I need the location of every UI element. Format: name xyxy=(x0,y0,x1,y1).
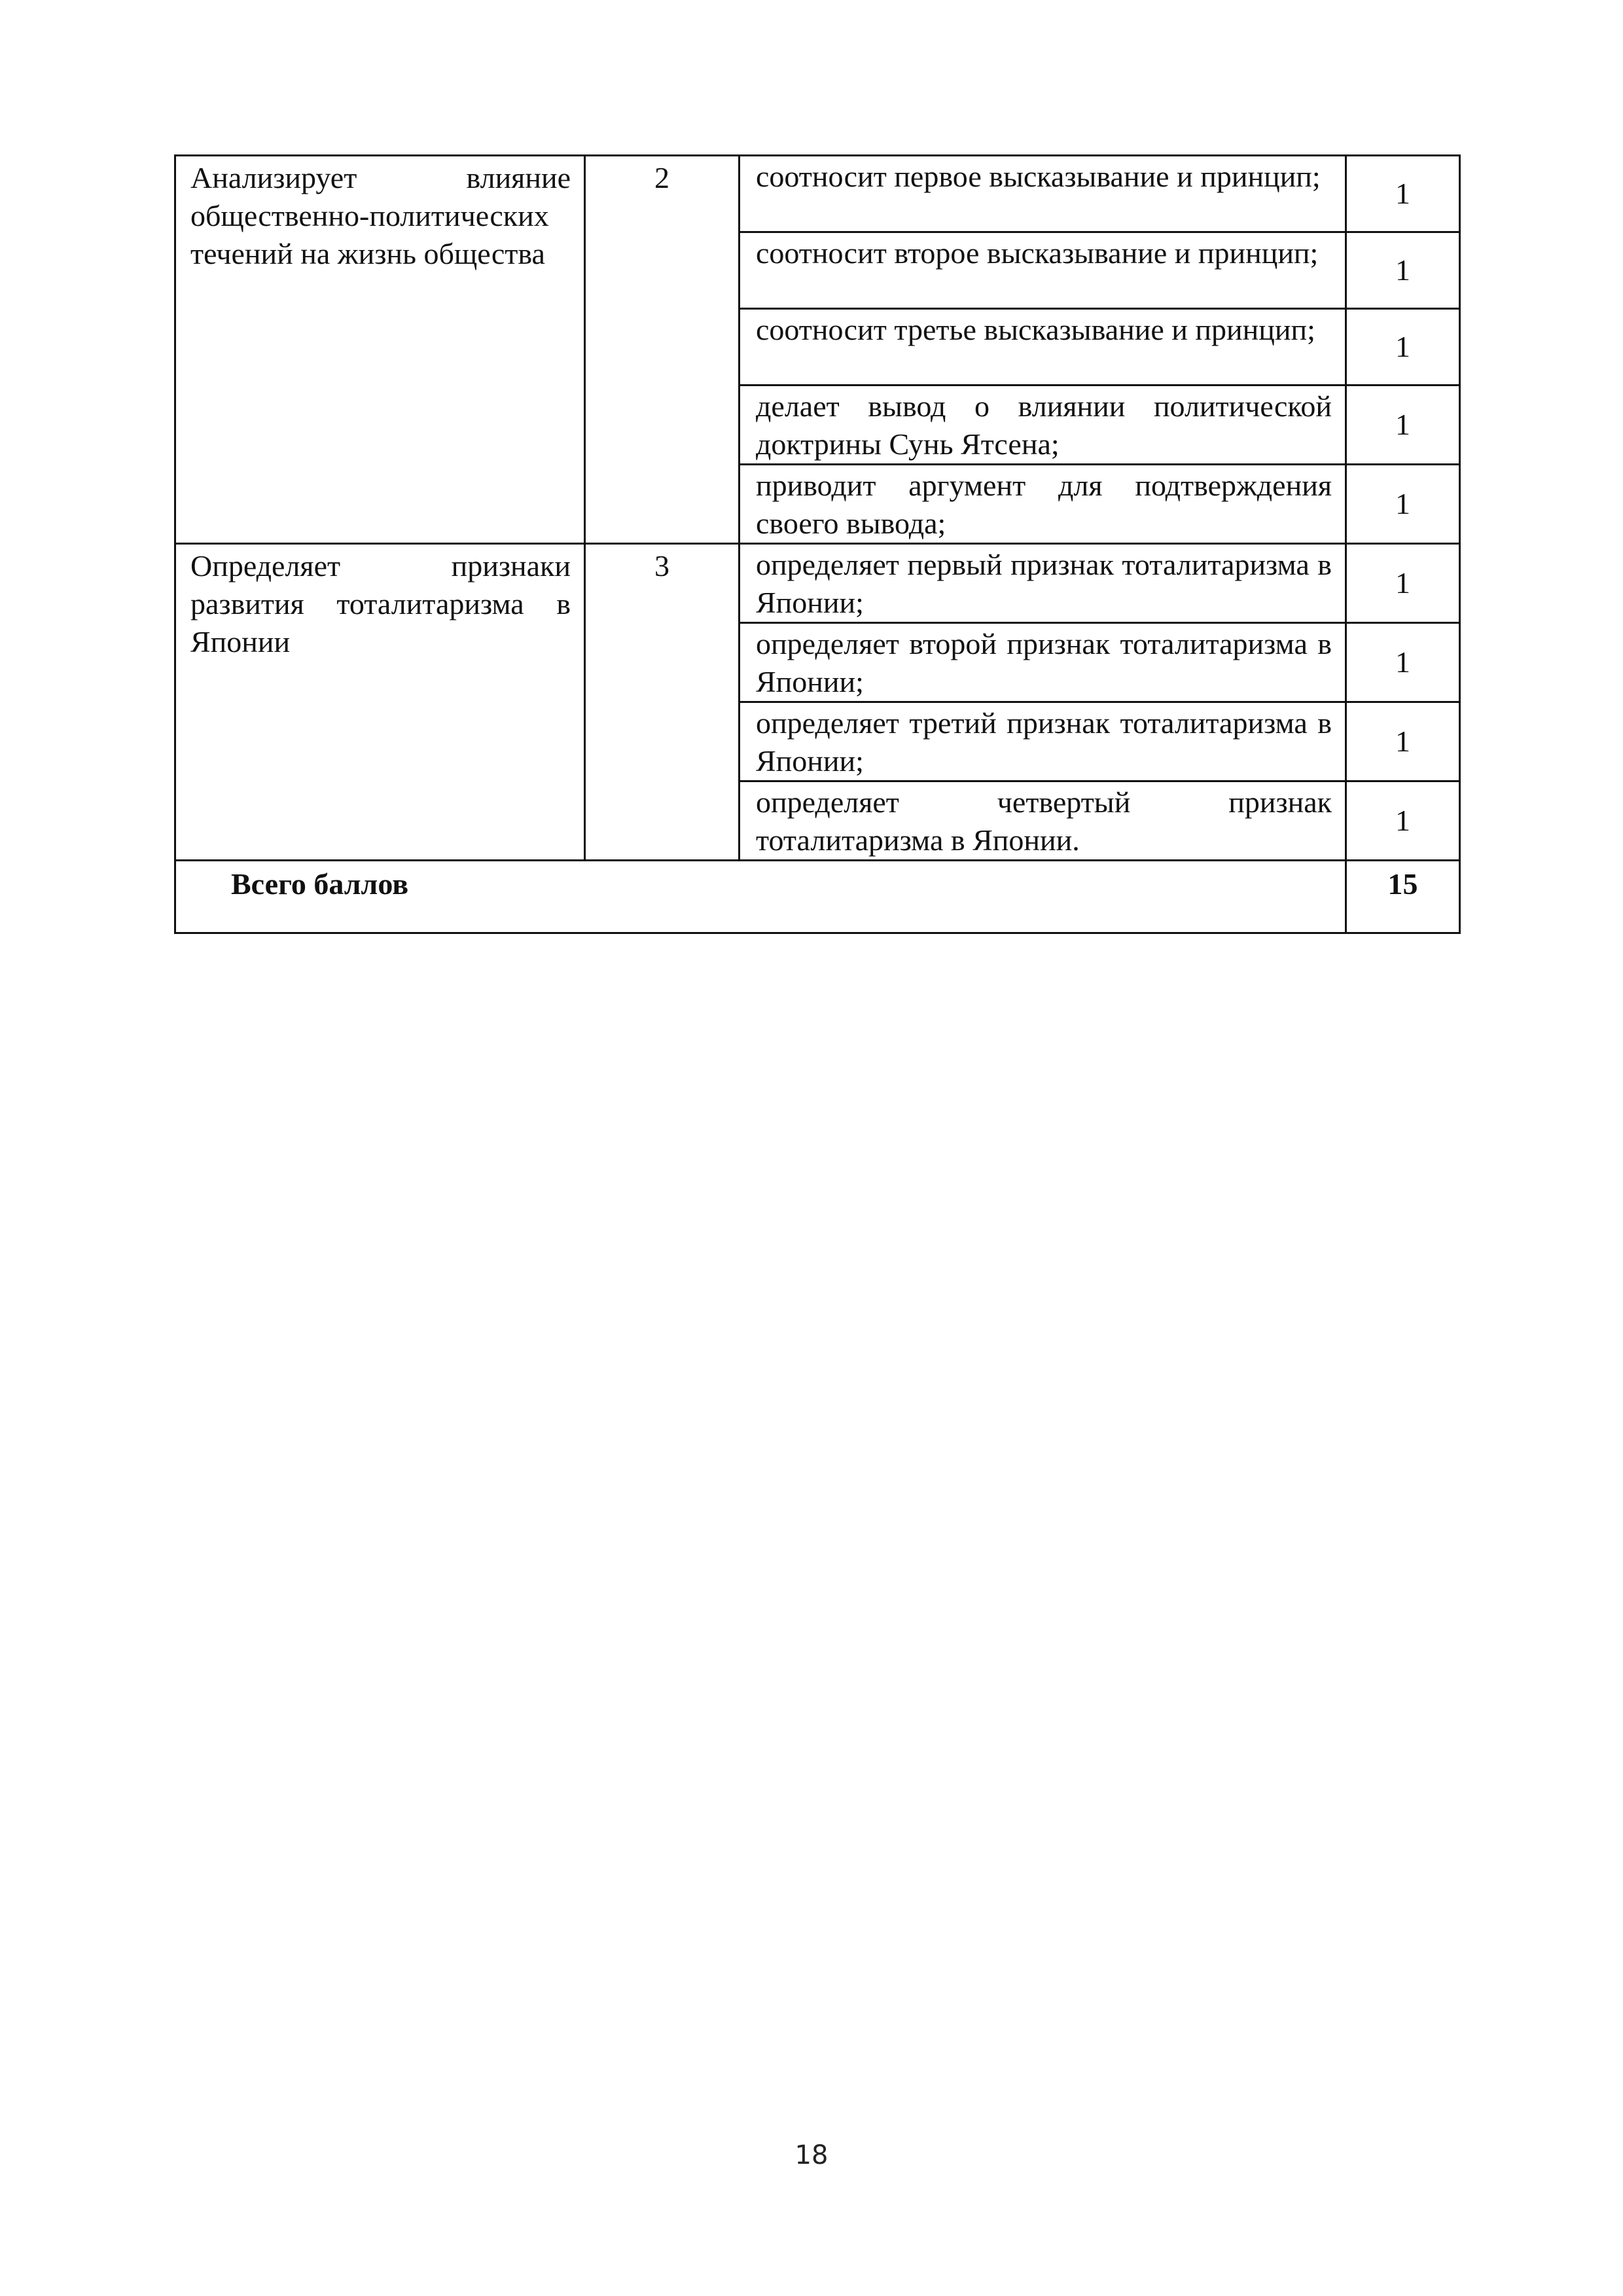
score-cell: 1 xyxy=(1346,386,1460,465)
total-label: Всего баллов xyxy=(175,861,1346,933)
score-cell: 1 xyxy=(1346,623,1460,702)
descriptor-cell: приводит аргумент для подтверждения своего вывода; xyxy=(740,465,1346,544)
criterion-text: Анализирует влияние общественно-политических течений на жизнь общества xyxy=(190,161,571,270)
page-number: 18 xyxy=(794,2140,829,2170)
score-cell: 1 xyxy=(1346,309,1460,386)
score-cell: 1 xyxy=(1346,232,1460,309)
descriptor-cell: определяет первый признак тоталитаризма в Японии; xyxy=(740,544,1346,623)
score-cell: 1 xyxy=(1346,702,1460,781)
descriptor-cell: определяет третий признак тоталитаризма в Японии; xyxy=(740,702,1346,781)
descriptor-cell: определяет четвертый признак тоталитаризма в Японии. xyxy=(740,781,1346,861)
descriptor-cell: делает вывод о влиянии политической доктрины Сунь Ятсена; xyxy=(740,386,1346,465)
score-cell: 1 xyxy=(1346,465,1460,544)
descriptor-cell: соотносит первое высказывание и принцип; xyxy=(740,156,1346,232)
score-cell: 1 xyxy=(1346,544,1460,623)
descriptor-cell: определяет второй признак тоталитаризма в Японии; xyxy=(740,623,1346,702)
task-number-cell: 3 xyxy=(585,544,740,861)
score-cell: 1 xyxy=(1346,781,1460,861)
criterion-cell xyxy=(175,544,585,861)
total-row xyxy=(175,861,1460,933)
marking-scheme-table xyxy=(174,154,1461,934)
table-row xyxy=(175,544,1460,623)
task-number-cell: 2 xyxy=(585,156,740,544)
criterion-cell xyxy=(175,156,585,544)
descriptor-cell: соотносит второе высказывание и принцип; xyxy=(740,232,1346,309)
criterion-text: Определяет признаки развития тоталитаризма в Японии xyxy=(190,549,571,658)
score-cell: 1 xyxy=(1346,156,1460,232)
descriptor-cell: соотносит третье высказывание и принцип; xyxy=(740,309,1346,386)
total-score: 15 xyxy=(1346,861,1460,933)
table-row xyxy=(175,156,1460,232)
